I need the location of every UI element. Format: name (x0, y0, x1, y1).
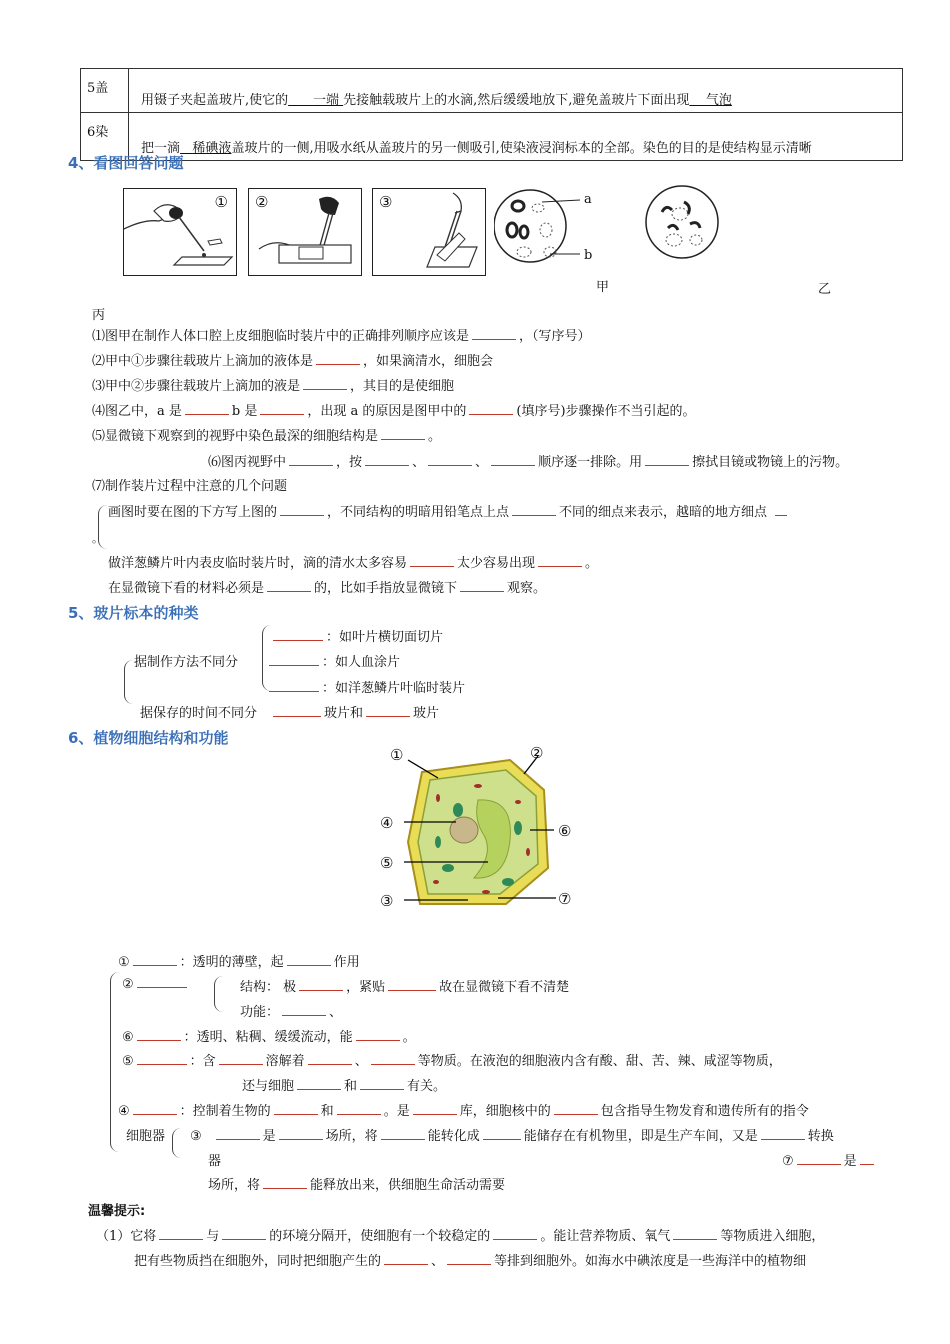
structure-7: ⑦ 是 (782, 1150, 877, 1169)
table-row (81, 113, 903, 161)
structure-3-cont: 器 (208, 1154, 222, 1169)
structure-3: ③ 是 场所，将 能转化成 能储存在有机物里，即是生产车间，又是 转换 (190, 1129, 834, 1144)
question-4: ⑷图乙中，a 是 b 是 ，出现 a 的原因是图甲中的 (填序号)步骤操作不当引起的。 (92, 404, 696, 419)
brace (172, 1128, 181, 1158)
organelle-label: 细胞器 (126, 1129, 166, 1144)
question-7a: 画图时要在图的下方写上图的 ，不同结构的明暗用铅笔点上点 不同的细点来表示，越暗的地方细点 (108, 501, 790, 520)
tip-line-2: 把有些物质挡在细胞外，同时把细胞产生的 、 等排到细胞外。如海水中碘浓度是一些海洋中的植物细 (134, 1254, 807, 1269)
answer-underlined: 气泡 (705, 93, 732, 108)
section-6-heading: 6、植物细胞结构和功能 (68, 729, 229, 747)
question-7: ⑺制作装片过程中注意的几个问题 (92, 479, 288, 494)
brace-dot: 。 (92, 532, 103, 545)
field-of-view-figure (644, 184, 720, 260)
figure-step-1: ① (123, 188, 237, 276)
method-2: ：如人血涂片 (266, 651, 400, 670)
question-5: ⑸显微镜下观察到的视野中染色最深的细胞结构是 。 (92, 429, 442, 444)
label-b: b (584, 248, 593, 263)
step-text: 把一滴 稀碘液盖玻片的一侧,用吸水纸从盖玻片的另一侧吸引,使染液浸润标本的全部。染色的目的是使结构显示清晰 (129, 113, 903, 161)
by-time-line: 据保存的时间不同分 玻片和 玻片 (140, 706, 440, 721)
caption-bing: 丙 (92, 308, 106, 323)
section-5-heading: 5、玻片标本的种类 (68, 604, 199, 622)
figure-step-3: ③ (372, 188, 486, 276)
structure-2: ② (122, 976, 190, 992)
cell-label-6: ⑥ (558, 822, 572, 840)
structure-2-function: 功能： 、 (240, 1005, 343, 1020)
by-method-label: 据制作方法不同分 (134, 655, 239, 670)
structure-4: ④ ：控制着生物的 和 。是 库，细胞核中的 包含指导生物发育和遗传所有的指令 (118, 1104, 809, 1119)
structure-1: ① ：透明的薄壁，起 作用 (118, 955, 360, 970)
structure-5-cont: 还与细胞 和 有关。 (242, 1079, 447, 1094)
table-row (81, 69, 903, 113)
section-4-heading: 4、看图回答问题 (68, 154, 184, 172)
question-2: ⑵甲中①步骤往载玻片上滴加的液体是 ，如果滴清水，细胞会 (92, 354, 494, 369)
answer-underlined: 一端 (312, 93, 339, 108)
question-6: ⑹图丙视野中 ，按 、 、 顺序逐一排除。用 擦拭目镜或物镜上的污物。 (208, 455, 849, 470)
question-1: ⑴图甲在制作人体口腔上皮细胞临时装片中的正确排列顺序应该是 ，（写序号） (92, 329, 591, 344)
question-7b: 做洋葱鳞片叶内表皮临时装片时，滴的清水太多容易 太少容易出现 。 (108, 556, 599, 571)
structure-5: ⑤ ：含 溶解着 、 等物质。在液泡的细胞液内含有酸、甜、苦、辣、咸涩等物质， (122, 1054, 782, 1069)
answer-underlined: 稀碘液 (192, 141, 232, 156)
cell-label-1: ① (390, 746, 404, 764)
caption-yi: 乙 (818, 282, 832, 297)
cell-label-5: ⑤ (380, 854, 394, 872)
method-3: ：如洋葱鳞片叶临时装片 (266, 677, 465, 696)
question-7c: 在显微镜下看的材料必须是 的，比如手指放显微镜下 观察。 (108, 581, 547, 596)
cell-label-3: ③ (380, 892, 394, 910)
tip-line-1: （1）它将 与 的环境分隔开，使细胞有一个较稳定的 。能让营养物质、氧气 等物质进入细胞， (96, 1229, 825, 1244)
step-number: 5盖 (81, 69, 129, 113)
caption-jia: 甲 (596, 280, 610, 295)
brace (214, 976, 223, 1012)
cell-label-2: ② (530, 744, 544, 762)
brace (110, 972, 119, 1152)
cell-label-7: ⑦ (558, 890, 572, 908)
step-number: 6染 (81, 113, 129, 161)
question-3: ⑶甲中②步骤往载玻片上滴加的液是 ，其目的是使细胞 (92, 379, 455, 394)
structure-2-structure: 结构： 极 ，紧贴 故在显微镜下看不清楚 (240, 980, 570, 995)
plant-cell-diagram (378, 742, 578, 918)
method-1: ：如叶片横切面切片 (270, 626, 443, 645)
brace (124, 660, 133, 704)
steps-table (80, 68, 903, 161)
figure-step-2: ② (248, 188, 362, 276)
structure-6: ⑥ ：透明、粘稠、缓缓流动，能 。 (122, 1030, 416, 1045)
step-text: 用镊子夹起盖玻片,使它的 一端 先接触载玻片上的水滴,然后缓缓地放下,避免盖玻片下面出现 气泡 (129, 69, 903, 113)
tip-heading: 温馨提示: (88, 1204, 146, 1219)
structure-7-cont: 场所，将 能释放出来，供细胞生命活动需要 (208, 1178, 506, 1193)
label-a: a (584, 192, 592, 207)
cell-label-4: ④ (380, 814, 394, 832)
